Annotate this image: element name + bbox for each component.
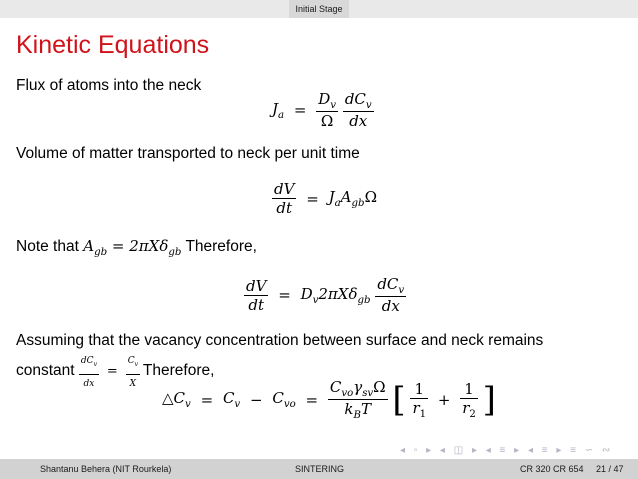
slide-title: Kinetic Equations bbox=[16, 31, 210, 59]
inline-equation-area: $A_{gb} = 2\pi X\delta_{gb}$ bbox=[83, 237, 182, 258]
navigation-symbols[interactable]: ◂ ▫ ▸ ◂ ◫ ▸ ◂ ≡ ▸ ◂ ≡ ▸ ≡ ∽ ∾ bbox=[400, 445, 614, 456]
footline-bar bbox=[0, 459, 638, 479]
equation-volume-rate-2: $\frac{dV}{dt}$ = $D_v2\pi X\delta_{gb}$ $\frac{dC_v}{dx}$ bbox=[246, 275, 405, 315]
text-note: Note that $A_{gb} = 2\pi X\delta_{gb}$ Therefore, bbox=[16, 237, 257, 258]
text-volume: Volume of matter transported to neck per unit time bbox=[16, 145, 360, 162]
text-constant: constant $\frac{dC_v}{dx}$ = $\frac{C_v}{X}$ Therefore, bbox=[16, 352, 626, 393]
section-title[interactable]: Initial Stage bbox=[289, 0, 348, 18]
equation-vacancy-difference: $\triangle C_v = C_v - C_{vo}$ = $\frac{C_{vo}\gamma_{sv}\Omega}{k_BT}$ [ $\frac{1}{r_1}$ + $\frac{1}{r_2}$ ] bbox=[162, 378, 496, 421]
footer-course: CR 320 CR 654 bbox=[520, 464, 584, 474]
footer-page-number: 21 / 47 bbox=[596, 464, 624, 474]
headline-bar bbox=[0, 0, 638, 18]
inline-equation-gradient: $\frac{dC_v}{dx}$ = $\frac{C_v}{X}$ bbox=[79, 368, 143, 378]
text-assuming: Assuming that the vacancy concentration between surface and neck remains bbox=[16, 332, 544, 349]
footer-author: Shantanu Behera (NIT Rourkela) bbox=[40, 464, 172, 474]
equation-flux: $J_a$ = $\frac{D_v}{\Omega}$ $\frac{dC_v}{dx}$ bbox=[272, 90, 372, 130]
footer-title: SINTERING bbox=[295, 464, 345, 474]
equation-volume-rate: $\frac{dV}{dt}$ = $J_aA_{gb}\Omega$ bbox=[274, 180, 377, 217]
text-flux: Flux of atoms into the neck bbox=[16, 77, 202, 94]
